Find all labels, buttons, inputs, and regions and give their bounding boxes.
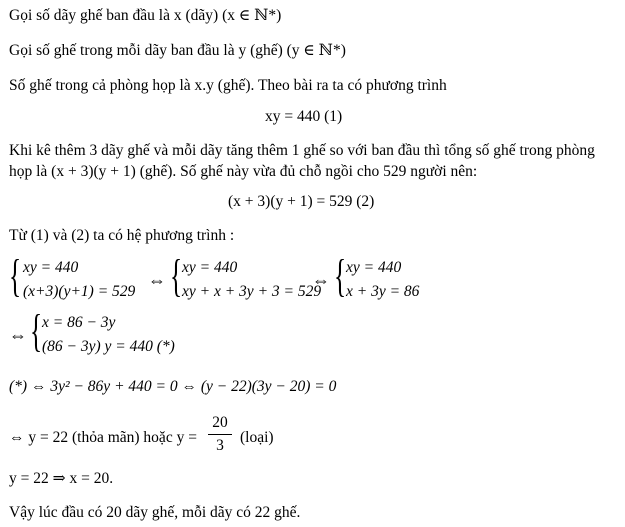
fraction-denominator: 3 [216, 437, 224, 454]
line-condition-1: Khi kê thêm 3 dãy ghế và mỗi dãy tăng thêm 1 ghế so với ban đầu thì tổng số ghế trong phòng [9, 142, 595, 159]
equation-2: (x + 3)(y + 1) = 529 (2) [228, 193, 375, 210]
equiv-arrow-3: ⇔ [9, 325, 27, 345]
system-2-row-1: xy = 440 [182, 259, 238, 276]
brace-icon: { [170, 250, 183, 301]
line-intro-y: Gọi số ghế trong mỗi dãy ban đầu là y (ghế) (y ∈ ℕ*) [9, 42, 346, 59]
fraction-20-3 [208, 414, 232, 455]
line-solution-pre: ⇔ y = 22 (thỏa mãn) hoặc y = [9, 429, 197, 446]
line-system-intro: Từ (1) và (2) ta có hệ phương trình : [9, 227, 235, 244]
system-4-row-1: x = 86 − 3y [42, 314, 116, 331]
line-x-value: y = 22 ⇒ x = 20. [9, 470, 114, 487]
system-3 [334, 250, 444, 305]
system-1 [9, 250, 169, 305]
system-4 [30, 305, 200, 360]
brace-icon: { [9, 250, 22, 301]
system-3-row-1: xy = 440 [346, 259, 402, 276]
line-intro-x: Gọi số dãy ghế ban đầu là x (dãy) (x ∈ ℕ*) [9, 7, 282, 24]
system-3-row-2: x + 3y = 86 [346, 283, 420, 300]
equiv-arrow-1: ⇔ [148, 270, 166, 290]
line-total-seats: Số ghế trong cả phòng họp là x.y (ghế). Theo bài ra ta có phương trình [9, 77, 447, 94]
system-4-row-2: (86 − 3y) y = 440 (*) [42, 338, 175, 355]
system-1-row-2: (x+3)(y+1) = 529 [23, 283, 136, 300]
line-solution-post: (loại) [240, 429, 274, 446]
fraction-numerator: 20 [212, 414, 228, 431]
equation-1: xy = 440 (1) [265, 108, 343, 125]
system-1-row-1: xy = 440 [23, 259, 79, 276]
line-quadratic: (*) ⇔ 3y² − 86y + 440 = 0 ⇔ (y − 22)(3y − 20) = 0 [9, 378, 337, 395]
line-condition-2: họp là (x + 3)(y + 1) (ghế). Số ghế này vừa đủ chỗ ngồi cho 529 người nên: [9, 163, 478, 180]
brace-icon: { [30, 305, 43, 356]
brace-icon: { [334, 250, 347, 301]
system-2-row-2: xy + x + 3y + 3 = 529 [182, 283, 322, 300]
equiv-arrow-2: ⇔ [312, 270, 330, 290]
line-conclusion: Vậy lúc đầu có 20 dãy ghế, mỗi dãy có 22 ghế. [9, 504, 301, 521]
